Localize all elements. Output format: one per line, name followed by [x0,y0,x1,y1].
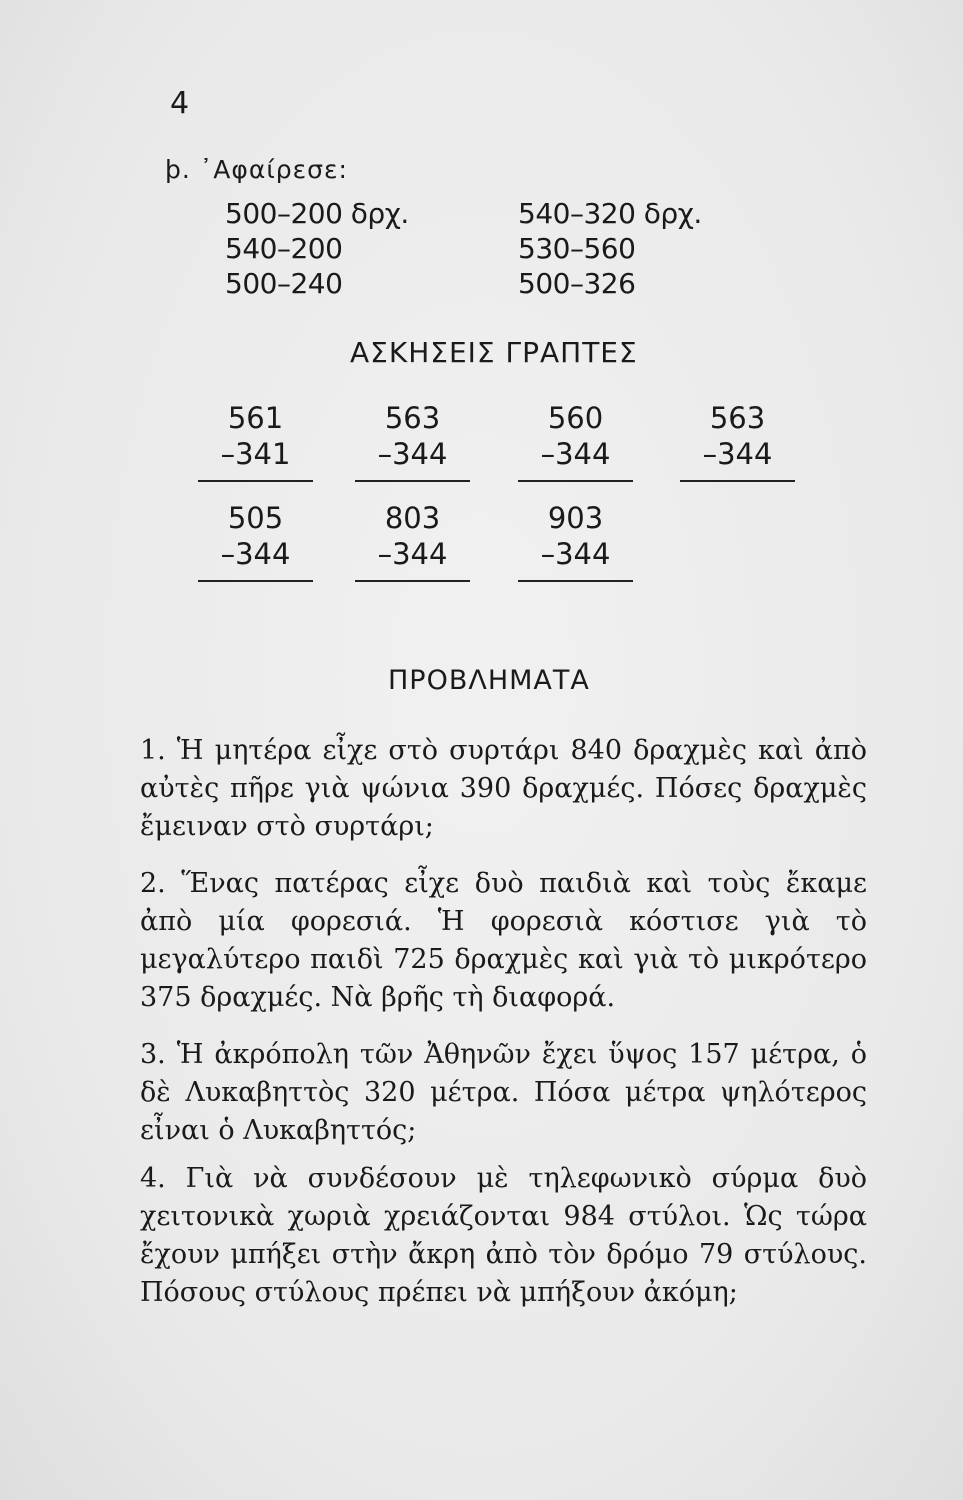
vertical-subtraction [355,500,470,582]
subtract-expression: 500–326 [518,267,636,300]
subtraction-rule [198,480,313,482]
minuend: 563 [709,401,766,435]
subtraction-rule [198,580,313,582]
subtract-expression: 500–240 [225,267,343,300]
subtrahend: –344 [702,437,773,471]
problems-heading: ΠΡΟΒΛΗΜΑΤΑ [388,665,590,696]
minuend: 803 [384,501,441,535]
page-number: 4 [170,86,190,121]
subtract-expression: 500–200 δρχ. [225,197,409,230]
subtrahend: –344 [540,537,611,571]
subtraction-rule [680,480,795,482]
subtraction-rule [355,580,470,582]
subtraction-rule [518,480,633,482]
subtrahend: –344 [377,437,448,471]
vertical-subtraction [198,400,313,482]
subtract-expression: 540–200 [225,232,343,265]
minuend: 560 [547,401,604,435]
problem-3: 3. Ἡ ἀκρόπολη τῶν Ἀθηνῶν ἔχει ὕψος 157 μέτρα, ὁ δὲ Λυκαβηττὸς 320 μέτρα. Πόσα μέτρα ψηλότερος εἶναι ὁ Λυκαβηττός; [140,1039,867,1146]
minuend: 505 [227,501,284,535]
subtract-section-label: ϸ. ᾿Αφαίρεσε: [165,155,348,184]
subtract-expression: 530–560 [518,232,636,265]
subtrahend: –341 [220,437,291,471]
problem-1: 1. Ἡ μητέρα εἶχε στὸ συρτάρι 840 δραχμὲς καὶ ἀπὸ αὐτὲς πῆρε γιὰ ψώνια 390 δραχμές. Πόσες δραχμὲς ἔμειναν στὸ συρτάρι; [140,735,867,842]
vertical-subtraction [680,400,795,482]
subtrahend: –344 [220,537,291,571]
vertical-subtraction [355,400,470,482]
written-exercises-heading: ΑΣΚΗΣΕΙΣ ΓΡΑΠΤΕΣ [350,336,638,369]
vertical-subtraction [518,400,633,482]
subtrahend: –344 [540,437,611,471]
vertical-subtraction [198,500,313,582]
problem-4: 4. Γιὰ νὰ συνδέσουν μὲ τηλεφωνικὸ σύρμα δυὸ χειτονικὰ χωριὰ χρειάζονται 984 στύλοι. Ὡς τώρα ἔχουν μπήξει στὴν ἄκρη ἀπὸ τὸν δρόμο 79 στύλους. Πόσους στύλους πρέπει νὰ μπήξουν ἀκόμη; [140,1163,867,1308]
minuend: 903 [547,501,604,535]
minuend: 561 [227,401,284,435]
problem-2: 2. Ἕνας πατέρας εἶχε δυὸ παιδιὰ καὶ τοὺς ἔκαμε ἀπὸ μία φορεσιά. Ἡ φορεσιὰ κόστισε γιὰ τὸ μεγαλύτερο παιδὶ 725 δραχμὲς καὶ γιὰ τὸ μικρότερο 375 δραχμές. Νὰ βρῆς τὴ διαφορά. [140,868,867,1013]
subtraction-rule [355,480,470,482]
minuend: 563 [384,401,441,435]
vertical-subtraction [518,500,633,582]
subtract-expression: 540–320 δρχ. [518,197,702,230]
subtrahend: –344 [377,537,448,571]
subtraction-rule [518,580,633,582]
